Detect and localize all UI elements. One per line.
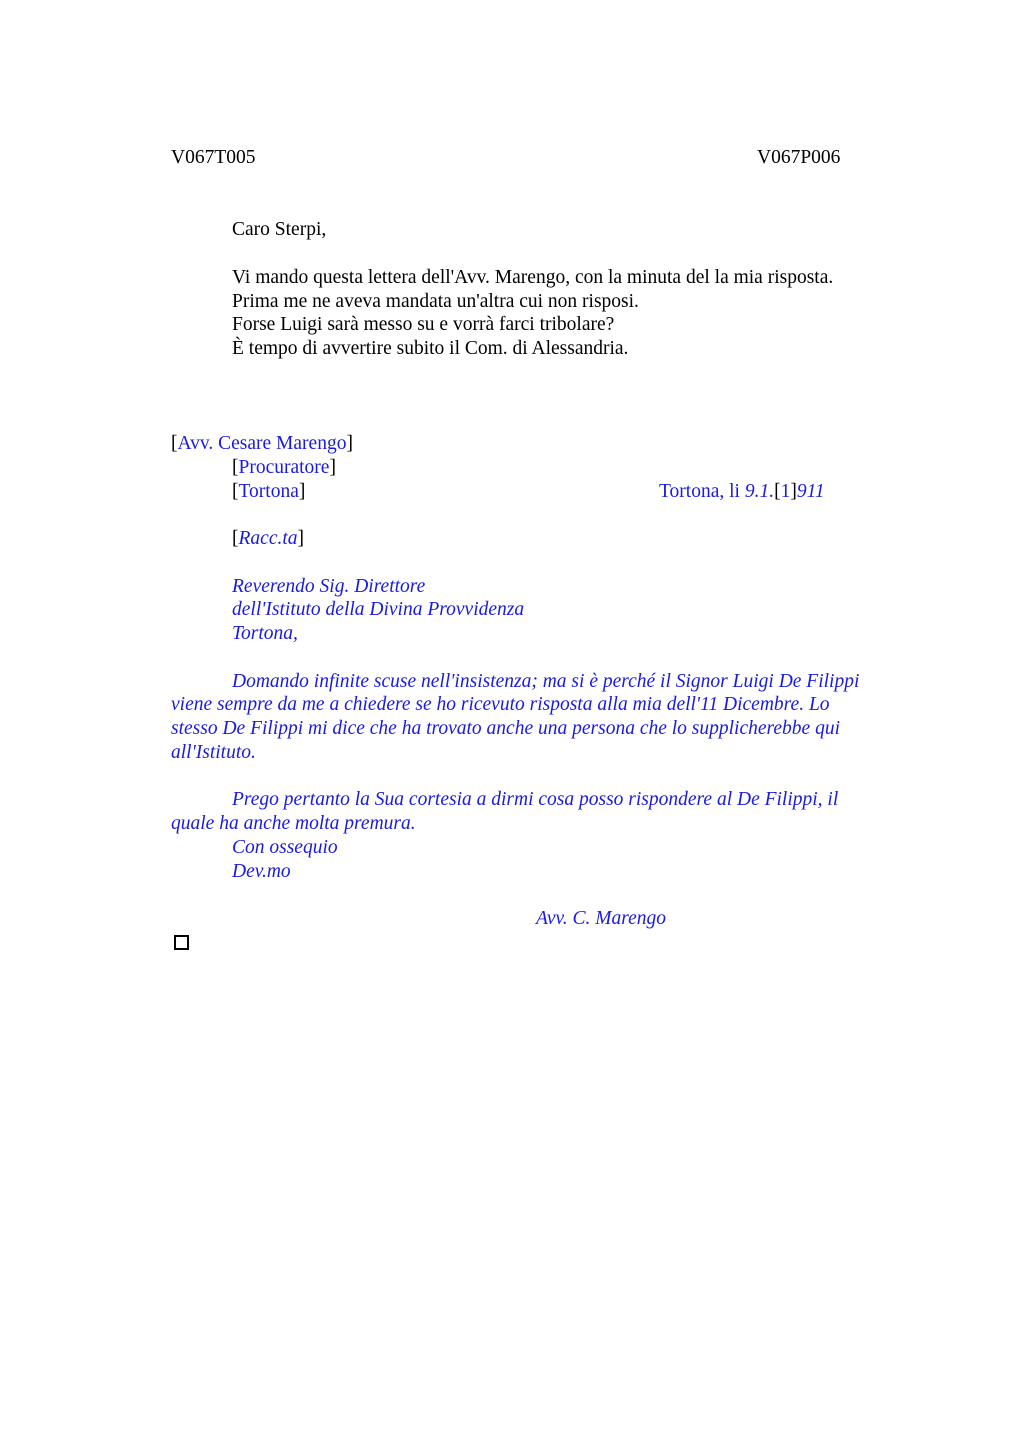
recipient-line: dell'Istituto della Divina Provvidenza (232, 599, 525, 620)
recipient-line: Reverendo Sig. Direttore (232, 576, 426, 597)
body-line: Domando infinite scuse nell'insistenza; ma si è perché il Signor Luigi De Filippi (232, 671, 860, 692)
note-line: Prima me ne aveva mandata un'altra cui non risposi. (232, 291, 639, 312)
closing-line: Dev.mo (232, 861, 291, 882)
date-day-month: 9.1. (744, 481, 775, 502)
letterhead-name-text: Avv. Cesare Marengo (177, 433, 347, 454)
signature: Avv. C. Marengo (536, 908, 666, 929)
letterhead-title-text: Procuratore (238, 457, 330, 478)
body-line: viene sempre da me a chiedere se ho ricevuto risposta alla mia dell'11 Dicembre. Lo (171, 694, 830, 715)
note-line: Forse Luigi sarà messo su e vorrà farci tribolare? (232, 314, 615, 335)
document-code-left: V067T005 (171, 147, 256, 168)
date-prefix: Tortona, li (659, 481, 745, 502)
recipient-line: Tortona, (232, 623, 298, 644)
racc-text: Racc.ta (238, 528, 298, 549)
racc-label: [Racc.ta] (232, 528, 305, 549)
letterhead-name: [Avv. Cesare Marengo] (171, 433, 353, 454)
letterhead-city-text: Tortona (238, 481, 299, 502)
letterhead-city: [Tortona] (232, 481, 306, 502)
note-greeting: Caro Sterpi, (232, 219, 327, 240)
note-line: Vi mando questa lettera dell'Avv. Marengo, con la minuta del la mia risposta. (232, 267, 834, 288)
body-line: stesso De Filippi mi dice che ha trovato anche una persona che lo supplicherebbe qui (171, 718, 840, 739)
date-bracket: 1 (780, 481, 791, 502)
body-line: all'Istituto. (171, 742, 256, 763)
body-line: Prego pertanto la Sua cortesia a dirmi cosa posso rispondere al De Filippi, il (232, 789, 839, 810)
document-code-right: V067P006 (757, 147, 841, 168)
letter-date: Tortona, li 9.1.[1]911 (659, 481, 825, 502)
date-year-tail: 911 (796, 481, 825, 502)
closing-line: Con ossequio (232, 837, 338, 858)
checkbox-square-icon (174, 935, 189, 950)
note-line: È tempo di avvertire subito il Com. di Alessandria. (232, 338, 629, 359)
letterhead-title: [Procuratore] (232, 457, 336, 478)
body-line: quale ha anche molta premura. (171, 813, 416, 834)
